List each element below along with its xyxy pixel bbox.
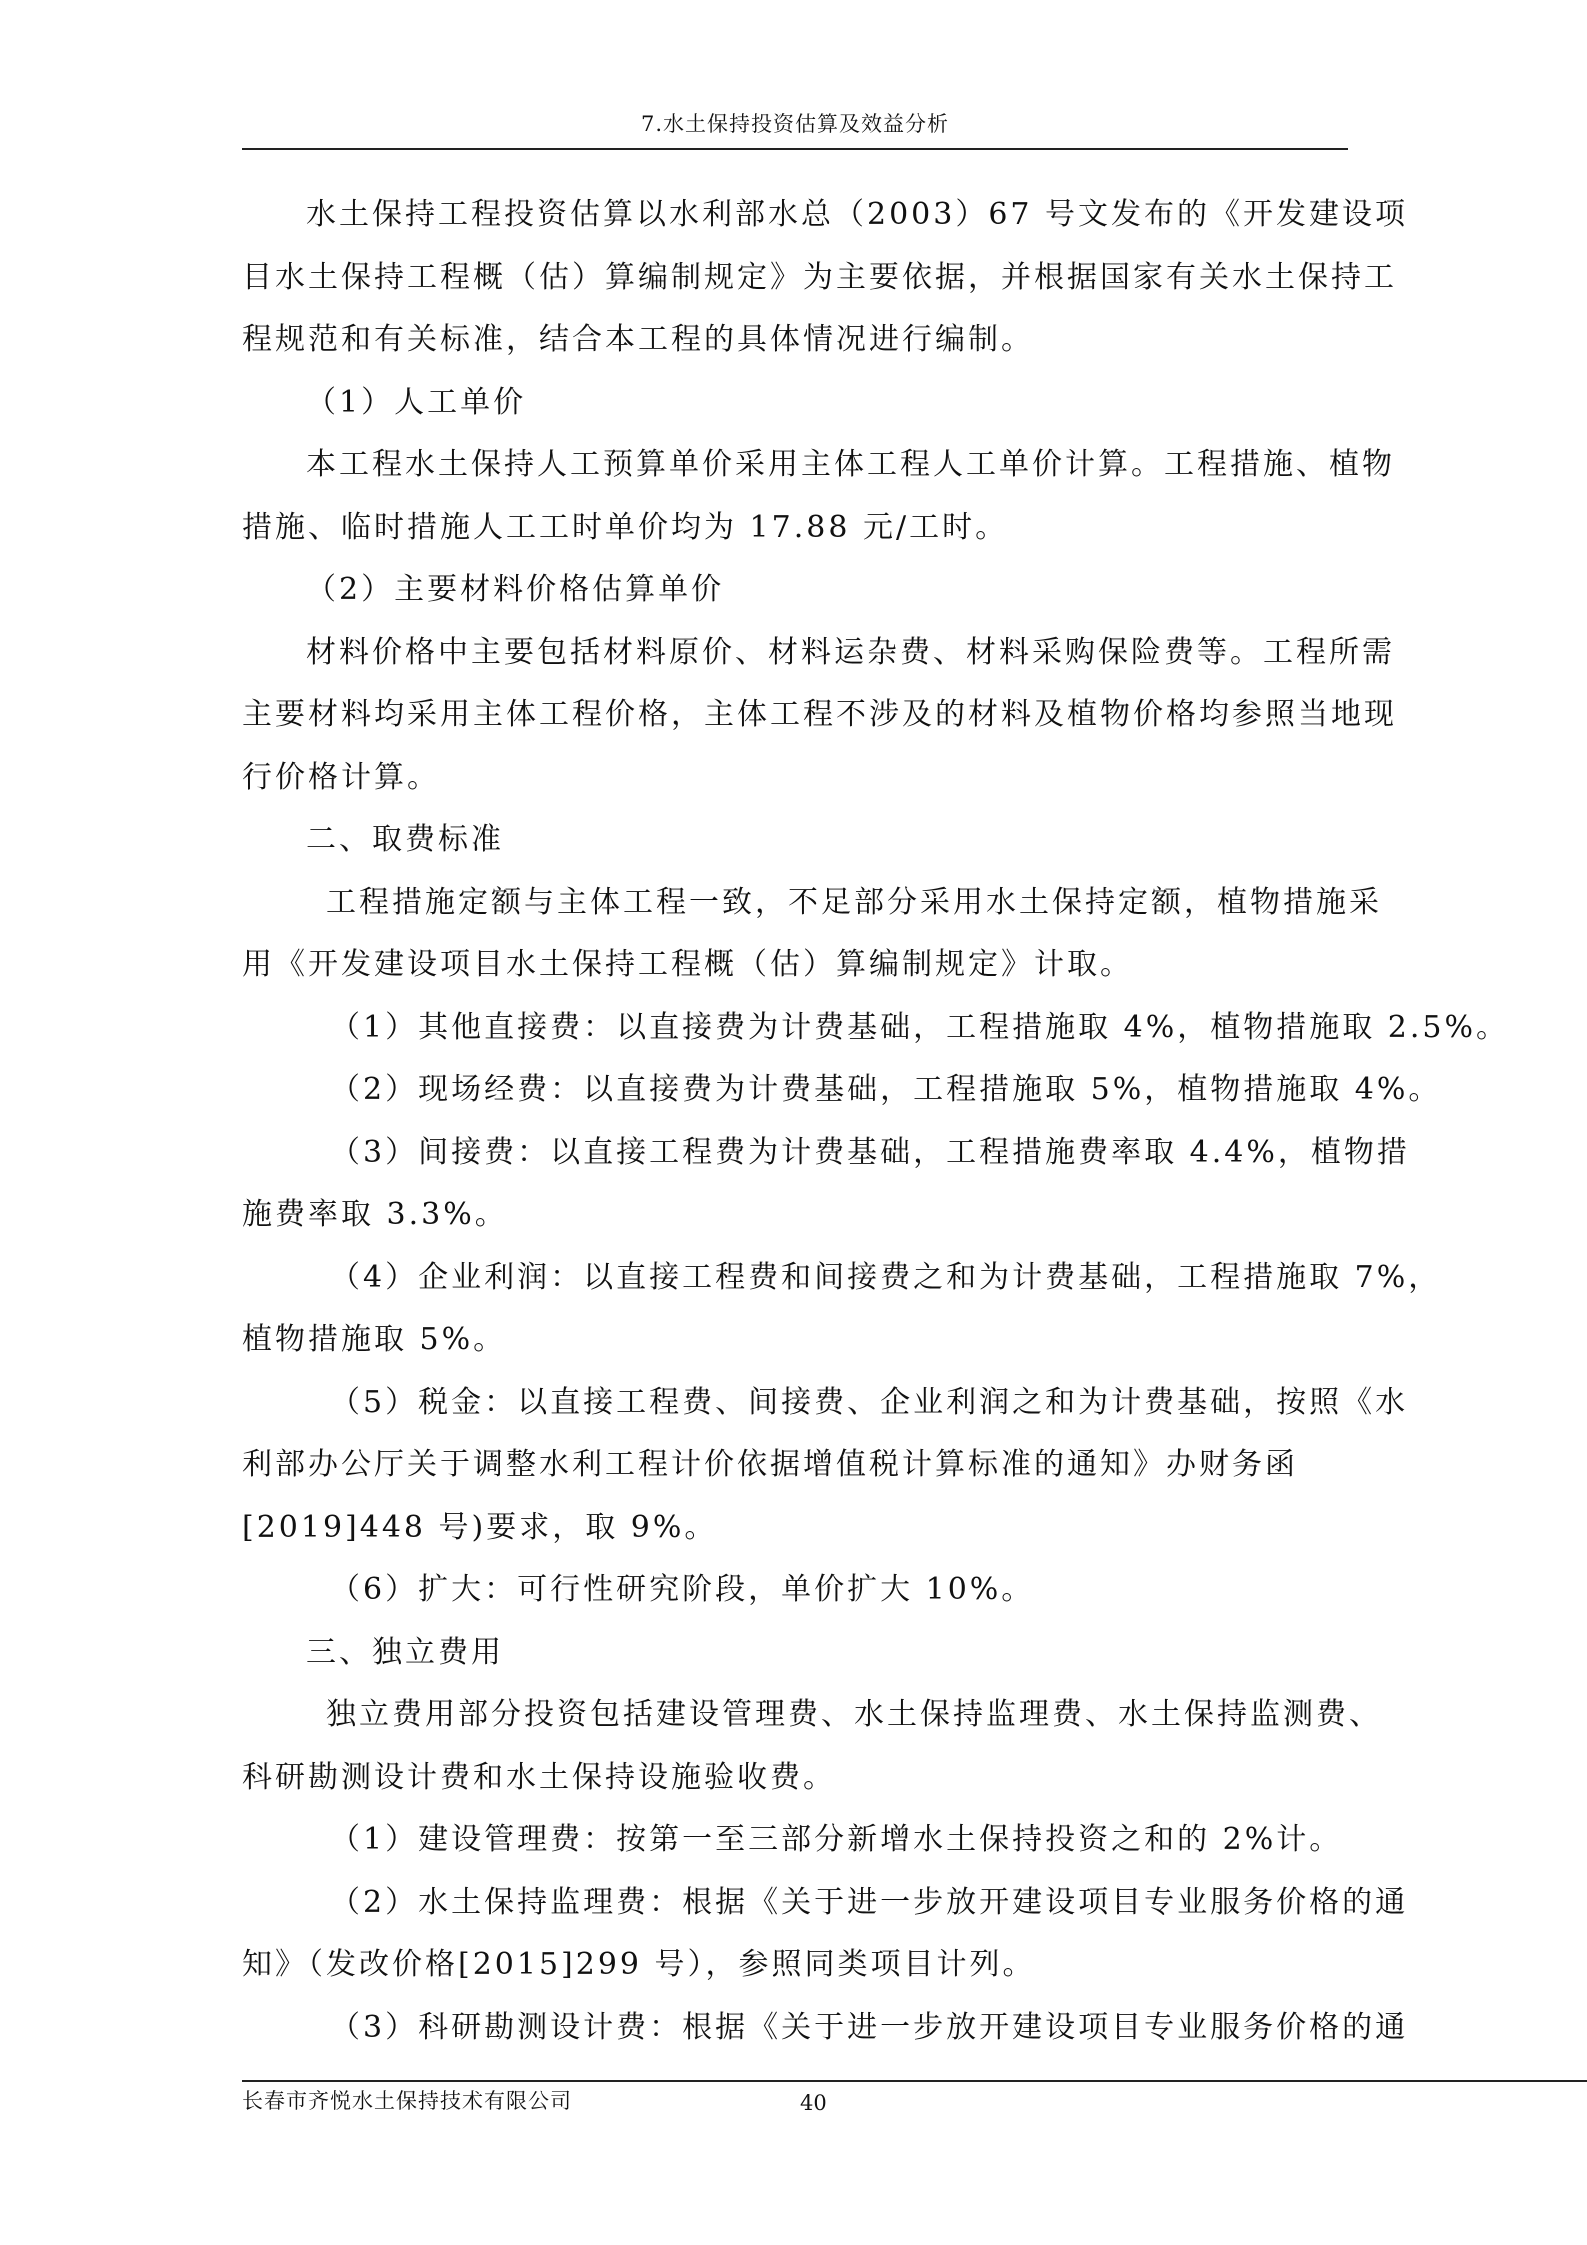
page-body [242,184,1509,2059]
paragraph-line: 材料价格中主要包括材料原价、材料运杂费、材料采购保险费等。工程所需 [306,634,1395,670]
paragraph-line: 程规范和有关标准，结合本工程的具体情况进行编制。 [242,322,1034,357]
paragraph-line: 科研勘测设计费和水土保持设施验收费。 [242,1759,836,1795]
list-item-supervision-fee: （2）水土保持监理费：根据《关于进一步放开建设项目专业服务价格的通 [330,1884,1409,1920]
list-item-enterprise-profit: （4）企业利润：以直接工程费和间接费之和为计费基础，工程措施取 7%， [330,1259,1442,1295]
paragraph-line: 行价格计算。 [242,759,440,795]
paragraph-line: [2019]448 号)要求，取 9%。 [242,1509,718,1545]
footer-divider [242,2080,1587,2082]
footer-company-name: 长春市齐悦水土保持技术有限公司 [242,2089,572,2113]
header-divider [242,148,1348,150]
subheading-labor-price: （1）人工单价 [306,384,527,420]
paragraph-line: 工程措施定额与主体工程一致，不足部分采用水土保持定额，植物措施采 [326,884,1382,920]
paragraph-line: 措施、临时措施人工工时单价均为 17.88 元/工时。 [242,509,1009,545]
list-item-tax: （5）税金：以直接工程费、间接费、企业利润之和为计费基础，按照《水 [330,1384,1409,1420]
paragraph-line: 用《开发建设项目水土保持工程概（估）算编制规定》计取。 [242,947,1133,982]
section-heading-fee-standard: 二、取费标准 [306,822,504,857]
list-item-expansion: （6）扩大：可行性研究阶段，单价扩大 10%。 [330,1572,1035,1607]
running-header: 7.水土保持投资估算及效益分析 [640,112,950,136]
paragraph-line: 施费率取 3.3%。 [242,1197,508,1232]
list-item-survey-design-fee: （3）科研勘测设计费：根据《关于进一步放开建设项目专业服务价格的通 [330,2009,1409,2045]
subheading-material-price: （2）主要材料价格估算单价 [306,572,725,607]
paragraph-line: 知》（发改价格[2015]299 号），参照同类项目计列。 [242,1947,1036,1982]
paragraph-line: 植物措施取 5%。 [242,1322,507,1357]
list-item-other-direct-fee: （1）其他直接费：以直接费为计费基础，工程措施取 4%，植物措施取 2.5%。 [330,1009,1509,1045]
paragraph-line: 目水土保持工程概（估）算编制规定》为主要依据，并根据国家有关水土保持工 [242,259,1397,295]
list-item-site-fee: （2）现场经费：以直接费为计费基础，工程措施取 5%，植物措施取 4%。 [330,1072,1442,1107]
section-heading-independent-fee: 三、独立费用 [306,1634,504,1670]
page-number: 40 [800,2091,827,2115]
paragraph-line: 利部办公厅关于调整水利工程计价依据增值税计算标准的通知》办财务函 [242,1447,1298,1482]
paragraph-line: 主要材料均采用主体工程价格，主体工程不涉及的材料及植物价格均参照当地现 [242,697,1397,732]
paragraph-line: 水土保持工程投资估算以水利部水总（2003）67 号文发布的《开发建设项 [306,197,1409,232]
paragraph-line: 本工程水土保持人工预算单价采用主体工程人工单价计算。工程措施、植物 [306,447,1395,482]
list-item-indirect-fee: （3）间接费：以直接工程费为计费基础，工程措施费率取 4.4%，植物措 [330,1134,1410,1170]
paragraph-line: 独立费用部分投资包括建设管理费、水土保持监理费、水土保持监测费、 [326,1697,1382,1732]
list-item-construction-management-fee: （1）建设管理费：按第一至三部分新增水土保持投资之和的 2%计。 [330,1822,1343,1857]
